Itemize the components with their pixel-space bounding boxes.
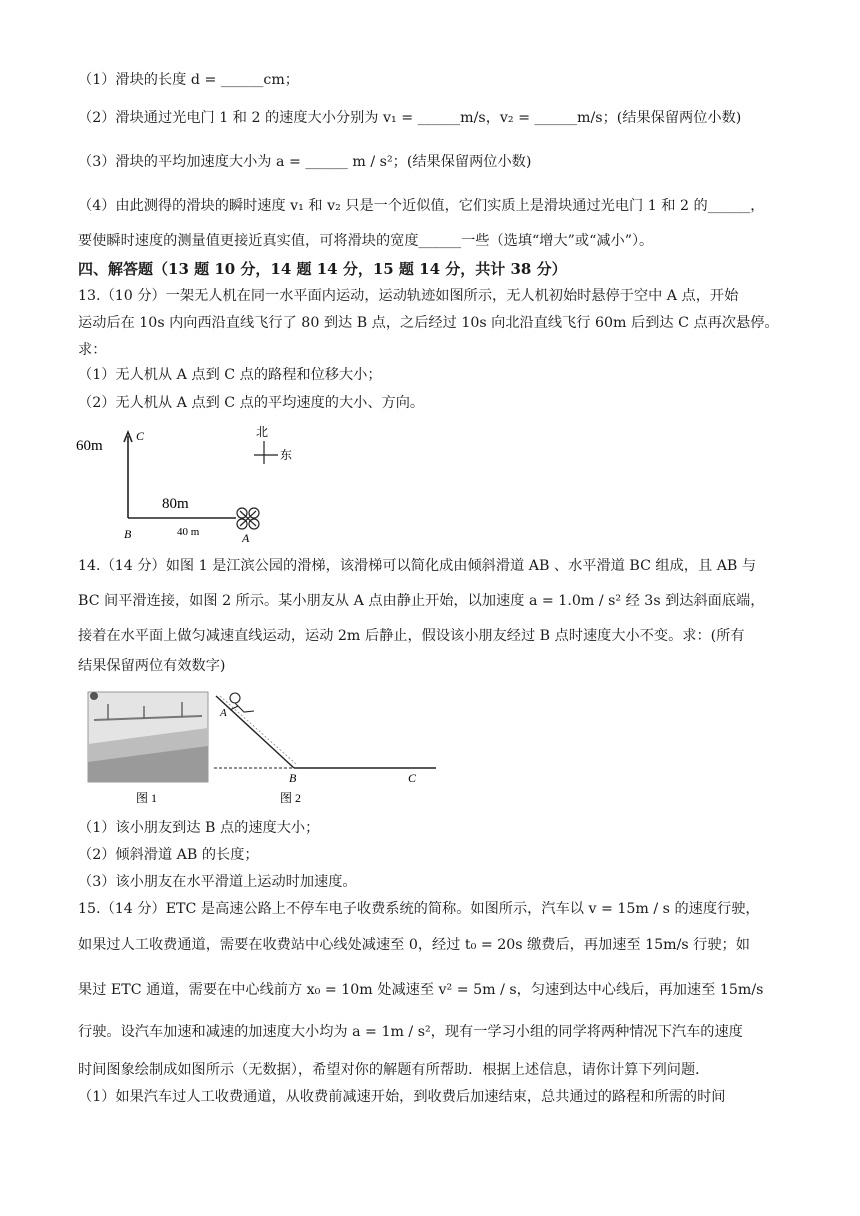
q13-stem-2: 运动后在 10s 内向西沿直线飞行了 80 到达 B 点，之后经过 10s 向北沿直线飞行 60m 后到达 C 点再次悬停。	[78, 315, 779, 331]
fig14-A-label: A	[220, 707, 227, 719]
q13-sub2: （2）无人机从 A 点到 C 点的平均速度的大小、方向。	[78, 395, 425, 411]
fig13-A-label: A	[242, 531, 250, 545]
q14-figure	[84, 684, 444, 808]
q12-part3: （3）滑块的平均加速度大小为 a = ______ m / s²；(结果保留两位小数)	[78, 154, 532, 170]
q12-part4-cont: 要使瞬时速度的测量值更接近真实值，可将滑块的宽度______一些（选填“增大”或“减小”）。	[78, 233, 654, 249]
q13-figure	[74, 422, 304, 548]
q14-stem-2: BC 间平滑连接，如图 2 所示。某小朋友从 A 点由静止开始，以加速度 a = 1.0m / s² 经 3s 到达斜面底端，	[78, 593, 765, 609]
q15-sub1: （1）如果汽车过人工收费通道，从收费前减速开始，到收费后加速结束，总共通过的路程和所需的时间	[78, 1089, 726, 1105]
q15-stem-2: 如果过人工收费通道，需要在收费站中心线处减速至 0，经过 t₀ = 20s 缴费后，再加速至 15m/s 行驶；如	[78, 937, 750, 953]
fig13-B-label: B	[124, 527, 132, 541]
q15-stem-4: 行驶。设汽车加速和减速的加速度大小均为 a = 1m / s²，现有一学习小组的同学将两种情况下汽车的速度	[78, 1024, 743, 1040]
drone-icon	[237, 508, 259, 529]
fig13-C-label: C	[136, 429, 145, 443]
fig14-caption-1: 图 1	[136, 791, 158, 805]
q13-sub1: （1）无人机从 A 点到 C 点的路程和位移大小；	[78, 367, 382, 383]
slide-photo	[88, 692, 208, 782]
q14-stem-4: 结果保留两位有效数字)	[78, 658, 226, 674]
q12-part1: （1）滑块的长度 d = ______cm；	[78, 72, 299, 88]
q14-sub2: （2）倾斜滑道 AB 的长度；	[78, 847, 259, 863]
child-icon	[230, 693, 254, 712]
fig13-north-label: 北	[256, 425, 269, 439]
fig14-C-label: C	[408, 771, 417, 785]
fig13-east-label: 东	[280, 448, 293, 462]
fig13-60m-label: 60m	[76, 438, 103, 454]
q13-stem-3: 求：	[78, 342, 107, 358]
fig13-40m-label: 40 m	[177, 526, 200, 538]
fig14-slope-ab-hatch	[220, 696, 296, 764]
q12-part4: （4）由此测得的滑块的瞬时速度 v₁ 和 v₂ 只是一个近似值，它们实质上是滑块通过光电门 1 和 2 的______，	[78, 198, 765, 214]
q14-sub1: （1）该小朋友到达 B 点的速度大小；	[78, 820, 320, 836]
section-heading: 四、解答题（13 题 10 分，14 题 14 分，15 题 14 分，共计 38 分）	[78, 260, 567, 278]
q15-stem-3: 果过 ETC 通道，需要在中心线前方 x₀ = 10m 处减速至 v² = 5m / s，匀速到达中心线后，再加速至 15m/s	[78, 982, 764, 998]
q15-stem-1: 15.（14 分）ETC 是高速公路上不停车电子收费系统的简称。如图所示，汽车以 v = 15m / s 的速度行驶，	[78, 901, 760, 917]
q14-sub3: （3）该小朋友在水平滑道上运动时加速度。	[78, 874, 357, 890]
fig14-B-label: B	[289, 771, 297, 785]
q14-stem-1: 14.（14 分）如图 1 是江滨公园的滑梯，该滑梯可以简化成由倾斜滑道 AB 、水平滑道 BC 组成，且 AB 与	[78, 558, 757, 574]
q15-stem-5: 时间图象绘制成如图所示（无数据），希望对你的解题有所帮助．根据上述信息，请你计算下列问题．	[78, 1062, 710, 1078]
fig14-slope-ab	[216, 696, 294, 768]
fig13-80m-label: 80m	[162, 496, 189, 512]
q12-part2: （2）滑块通过光电门 1 和 2 的速度大小分别为 v₁ = ______m/s，v₂ = ______m/s；(结果保留两位小数)	[78, 110, 742, 126]
q14-stem-3: 接着在水平面上做匀减速直线运动，运动 2m 后静止，假设该小朋友经过 B 点时速度大小不变。求：(所有	[78, 628, 745, 644]
q13-stem-1: 13.（10 分）一架无人机在同一水平面内运动，运动轨迹如图所示，无人机初始时悬停于空中 A 点，开始	[78, 288, 739, 304]
fig14-caption-2: 图 2	[280, 791, 302, 805]
